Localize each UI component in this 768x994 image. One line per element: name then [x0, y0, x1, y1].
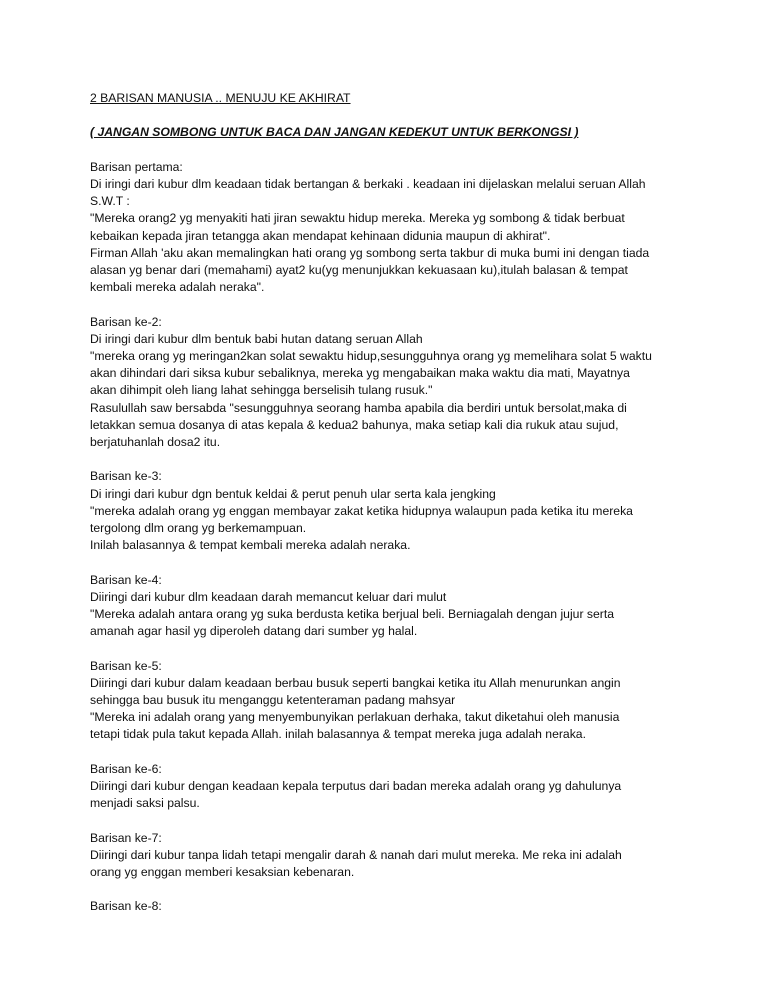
- paragraph-line: Diiringi dari kubur dlm keadaan darah memancut keluar dari mulut: [90, 589, 447, 604]
- paragraph-line: "Mereka ini adalah orang yang menyembunyikan perlakuan derhaka, takut diketahui oleh manusia: [90, 710, 620, 725]
- document-subtitle: ( JANGAN SOMBONG UNTUK BACA DAN JANGAN KEDEKUT UNTUK BERKONGSI ): [90, 125, 579, 140]
- text-section: [90, 830, 690, 882]
- text-section: [90, 658, 690, 744]
- text-section: [90, 572, 690, 641]
- document-body: [90, 159, 690, 916]
- section-heading: Barisan ke-7:: [90, 830, 162, 845]
- paragraph-line: amanah agar hasil yg diperoleh datang dari sumber yg halal.: [90, 624, 418, 639]
- paragraph-line: "Mereka orang2 yg menyakiti hati jiran sewaktu hidup mereka. Mereka yg sombong & tidak berbuat: [90, 211, 625, 226]
- text-section: [90, 468, 690, 554]
- section-heading: Barisan ke-8:: [90, 899, 162, 914]
- paragraph-line: orang yg enggan memberi kesaksian kebenaran.: [90, 865, 355, 880]
- paragraph-line: akan dihimpit oleh liang lahat sehingga berselisih tulang rusuk.": [90, 383, 433, 398]
- text-section: [90, 314, 690, 452]
- paragraph-line: letakkan semua dosanya di atas kepala & kedua2 bahunya, maka setiap kali dia rukuk atau sujud,: [90, 417, 619, 432]
- paragraph-line: alasan yg benar dari (memahami) ayat2 ku(yg menunjukkan kekuasaan ku),itulah balasan & tempat: [90, 263, 628, 277]
- paragraph-line: Inilah balasannya & tempat kembali mereka adalah neraka.: [90, 538, 411, 553]
- paragraph-line: Diiringi dari kubur dengan keadaan kepala terputus dari badan mereka adalah orang yg dahulunya: [90, 779, 622, 794]
- section-heading: Barisan ke-3:: [90, 469, 162, 484]
- paragraph-line: tetapi tidak pula takut kepada Allah. inilah balasannya & tempat mereka juga adalah neraka.: [90, 727, 586, 742]
- document-page: [90, 90, 690, 916]
- section-heading: Barisan ke-5:: [90, 658, 162, 673]
- paragraph-line: Di iringi dari kubur dlm keadaan tidak bertangan & berkaki . keadaan ini dijelaskan melalui seruan Allah: [90, 176, 646, 191]
- paragraph-line: tergolong dlm orang yg berkemampuan.: [90, 521, 307, 536]
- paragraph-line: Di iringi dari kubur dgn bentuk keldai & perut penuh ular serta kala jengking: [90, 486, 496, 501]
- paragraph-line: "mereka orang yg meringan2kan solat sewaktu hidup,sesungguhnya orang yg memelihara solat 5 waktu: [90, 349, 652, 363]
- paragraph-line: Firman Allah 'aku akan memalingkan hati orang yg sombong serta takbur di muka bumi ini dengan tiada: [90, 245, 650, 260]
- text-section: [90, 898, 690, 915]
- paragraph-line: "mereka adalah orang yg enggan membayar zakat ketika hidupnya walaupun pada ketika itu mereka: [90, 503, 633, 518]
- paragraph-line: kembali mereka adalah neraka".: [90, 280, 265, 295]
- text-section: [90, 159, 690, 297]
- section-heading: Barisan ke-4:: [90, 572, 162, 587]
- text-section: [90, 761, 690, 813]
- paragraph-line: S.W.T :: [90, 194, 130, 209]
- document-title: 2 BARISAN MANUSIA .. MENUJU KE AKHIRAT: [90, 91, 351, 105]
- paragraph-line: "Mereka adalah antara orang yg suka berdusta ketika berjual beli. Berniagalah dengan jujur serta: [90, 607, 614, 622]
- paragraph-line: menjadi saksi palsu.: [90, 796, 200, 811]
- paragraph-line: Di iringi dari kubur dlm bentuk babi hutan datang seruan Allah: [90, 331, 423, 346]
- paragraph-line: berjatuhanlah dosa2 itu.: [90, 435, 221, 450]
- section-heading: Barisan ke-2:: [90, 314, 162, 329]
- paragraph-line: kebaikan kepada jiran tetangga akan mendapat kehinaan didunia maupun di akhirat".: [90, 228, 551, 243]
- section-heading: Barisan pertama:: [90, 159, 183, 174]
- paragraph-line: Rasulullah saw bersabda "sesungguhnya seorang hamba apabila dia berdiri untuk bersolat,maka di: [90, 400, 627, 415]
- paragraph-line: Diiringi dari kubur dalam keadaan berbau busuk seperti bangkai ketika itu Allah menurunkan angin: [90, 675, 621, 690]
- paragraph-line: sehingga bau busuk itu menganggu ketenteraman padang mahsyar: [90, 693, 456, 708]
- section-heading: Barisan ke-6:: [90, 761, 162, 776]
- paragraph-line: akan dihindari dari siksa kubur sebaliknya, mereka yg mengabaikan maka waktu dia mati, Mayatnya: [90, 366, 630, 381]
- paragraph-line: Diiringi dari kubur tanpa lidah tetapi mengalir darah & nanah dari mulut mereka. Me reka ini adalah: [90, 847, 622, 862]
